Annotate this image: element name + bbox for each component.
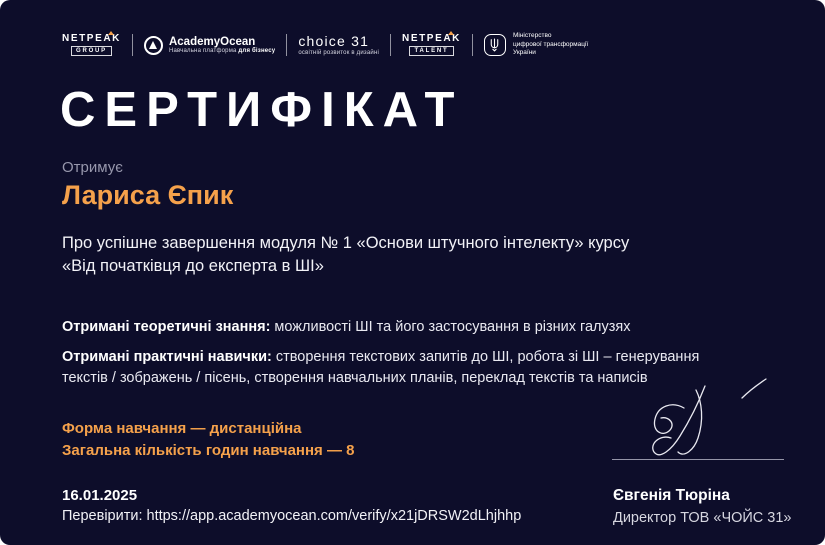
- academyocean-logo: [144, 36, 275, 55]
- study-form-line: Форма навчання — дистанційна: [62, 420, 302, 437]
- ukraine-trident-icon: [484, 34, 506, 56]
- netpeak-talent-badge: TALENT: [409, 46, 453, 56]
- ministry-text: Міністерство цифрової трансформації України: [512, 32, 589, 57]
- choice31-tagline: освітній розвиток в дизайні: [298, 49, 379, 56]
- signer-name: Євгенія Тюріна: [613, 487, 730, 504]
- issue-date: 16.01.2025: [62, 487, 138, 504]
- recipient-label: Отримує: [62, 159, 123, 176]
- academyocean-circle-icon: [144, 36, 163, 55]
- study-hours-line: Загальна кількість годин навчання — 8: [62, 442, 355, 459]
- netpeak-group-logo: [62, 34, 121, 56]
- theory-line: [62, 317, 742, 338]
- course-description: Про успішне завершення модуля № 1 «Основи штучного інтелекту» курсу «Від початківця до експерта в ШІ»: [62, 234, 630, 275]
- signature: [608, 376, 798, 462]
- header-logos: [62, 29, 588, 61]
- netpeak-group-badge: GROUP: [71, 46, 112, 56]
- netpeak-group-name: NETPEAK: [62, 32, 121, 44]
- header-divider: [390, 34, 391, 56]
- theory-label: Отримані теоретичні знання:: [62, 319, 271, 335]
- choice31-logo: [298, 34, 379, 55]
- netpeak-talent-name: NETPEAK: [402, 32, 461, 44]
- practice-label: Отримані практичні навички:: [62, 349, 272, 365]
- netpeak-caret-icon: [448, 31, 454, 35]
- netpeak-talent-logo: [402, 34, 461, 56]
- verify-line: Перевірити: https://app.academyocean.com/verify/x21jDRSW2dLhjhhp: [62, 508, 522, 524]
- recipient-name: Лариса Єпик: [62, 180, 234, 210]
- header-divider: [132, 34, 133, 56]
- signer-title: Директор ТОВ «ЧОЙС 31»: [613, 510, 792, 526]
- ministry-logo: [484, 32, 588, 57]
- signature-line: [612, 459, 784, 460]
- academyocean-name: AcademyOcean: [168, 35, 256, 48]
- header-divider: [472, 34, 473, 56]
- theory-text: можливості ШІ та його застосування в різних галузях: [270, 319, 631, 335]
- netpeak-caret-icon: [108, 31, 114, 35]
- header-divider: [286, 34, 287, 56]
- practice-text: створення текстових запитів до ШІ, робота зі ШІ – генерування текстів / зображень / пісень, створення навчальних планів, переклад текстів та написів: [62, 349, 700, 386]
- certificate-title: СЕРТИФІКАТ: [60, 83, 464, 137]
- choice31-name: choice 31: [298, 33, 370, 50]
- academyocean-tagline: Навчальна платформа для бізнесу: [168, 48, 276, 55]
